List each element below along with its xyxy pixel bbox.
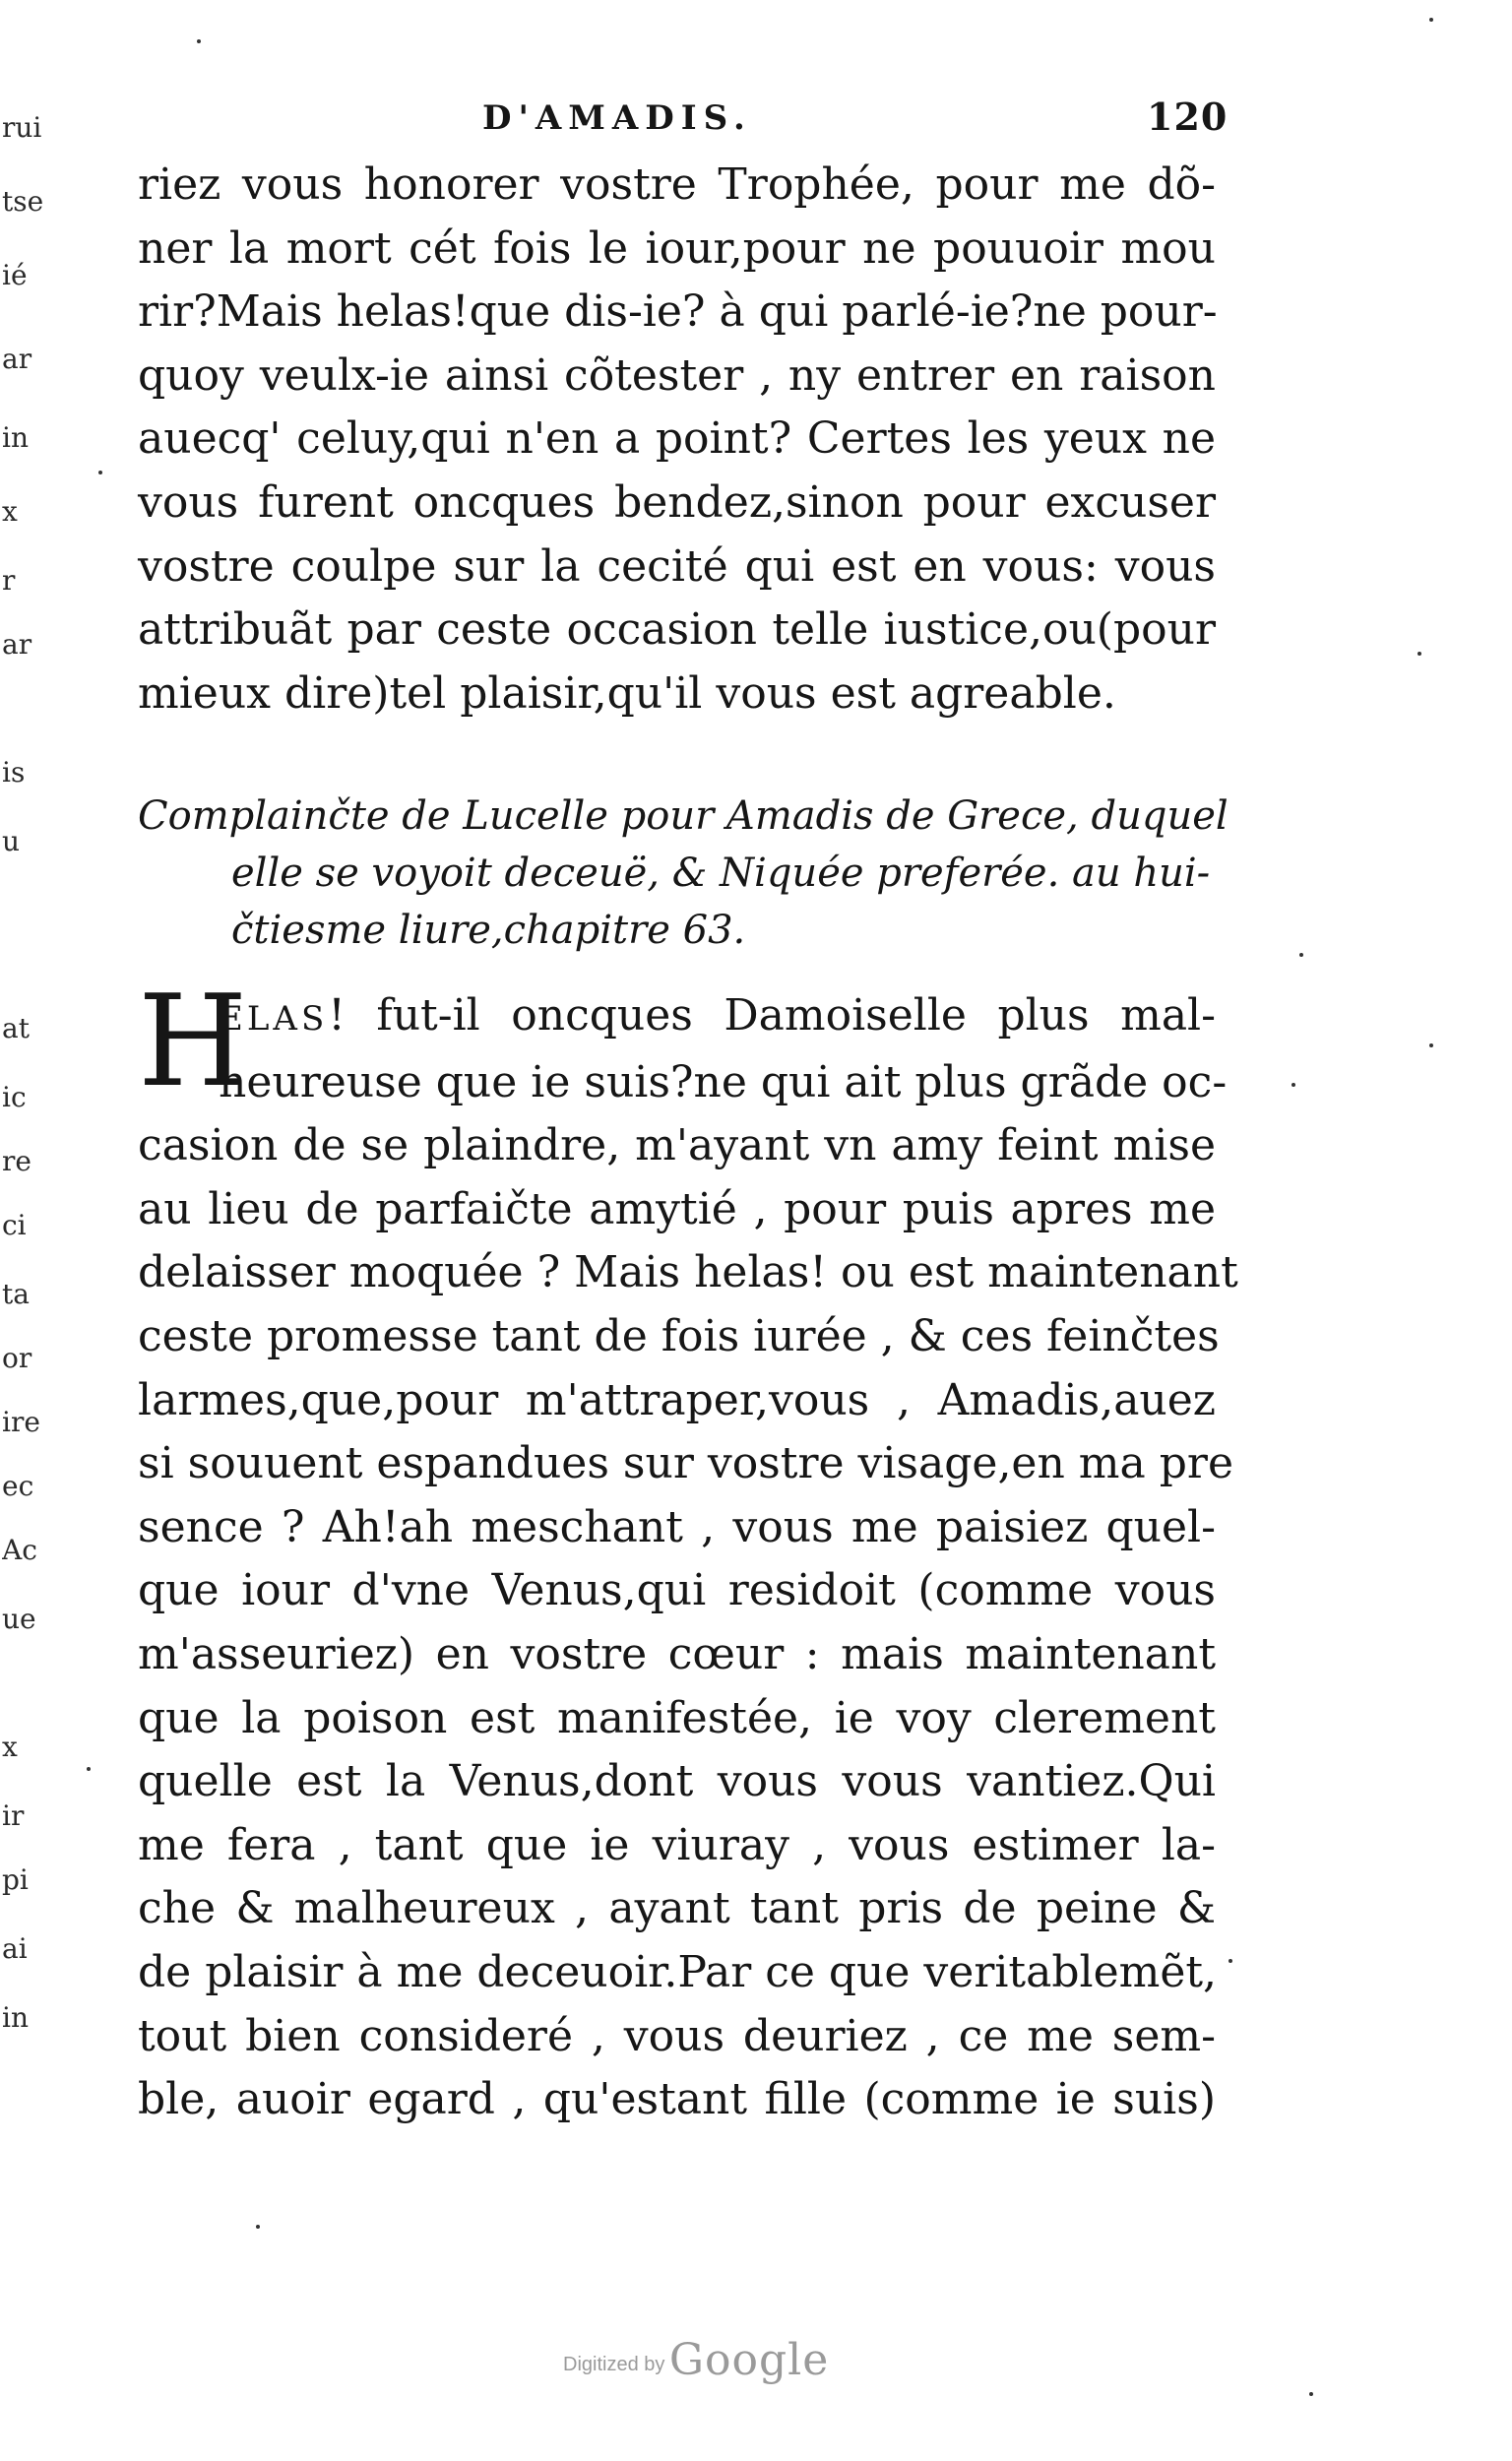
margin-fragment: x (2, 497, 18, 527)
text-line: ble, auoir egard , qu'estant fille (comme ie suis) (138, 2074, 1216, 2125)
text-line: mieux dire)tel plaisir,qu'il vous est agreable. (138, 667, 1116, 719)
text-line: vostre coulpe sur la cecité qui est en vous: vous (138, 540, 1216, 592)
text-line: tout bien consideré , vous deuriez , ce me sem- (138, 2010, 1216, 2061)
text-line: que iour d'vne Venus,qui residoit (comme vous (138, 1565, 1216, 1616)
heading-line: čtiesme liure,chapitre 63. (231, 908, 746, 953)
margin-fragment: x (2, 1733, 18, 1762)
text-line: heureuse que ie suis?ne qui ait plus grãde oc- (219, 1056, 1228, 1107)
text-line: casion de se plaindre, m'ayant vn amy feint mise (138, 1120, 1216, 1171)
margin-fragment: ta (2, 1280, 30, 1309)
text-line: che & malheureux , ayant tant pris de peine & (138, 1883, 1216, 1934)
text-line: m'asseuriez) en vostre cœur : mais maintenant (138, 1628, 1216, 1679)
running-head: D'AMADIS. (482, 98, 752, 138)
margin-fragment: ic (2, 1083, 27, 1112)
text-line: si souuent espandues sur vostre visage,en ma pre (138, 1438, 1233, 1489)
page-number: 120 (1147, 95, 1228, 139)
text-line: sence ? Ah!ah meschant , vous me paisiez quel- (138, 1501, 1216, 1552)
text-line: delaisser moquée ? Mais helas! ou est maintenant (138, 1247, 1238, 1298)
text-line: vous furent oncques bendez,sinon pour excuser (138, 476, 1216, 528)
margin-fragment: at (2, 1014, 30, 1043)
complaint-text (138, 969, 1238, 2132)
text-line: riez vous honorer vostre Trophée, pour me dõ- (138, 159, 1216, 210)
margin-fragment: ire (2, 1408, 40, 1437)
section-heading (138, 788, 1228, 959)
text-line: que la poison est manifestée, ie voy clerement (138, 1692, 1216, 1743)
margin-fragment: ié (2, 261, 28, 290)
text-line: ner la mort cét fois le iour,pour ne pouuoir mou (138, 222, 1216, 274)
margin-fragment: ir (2, 1801, 25, 1831)
margin-fragment: ai (2, 1934, 28, 1964)
margin-fragment: ci (2, 1211, 27, 1240)
margin-fragment: tse (2, 187, 44, 217)
watermark-prefix: Digitized by (563, 2354, 665, 2375)
margin-fragment: is (2, 758, 26, 788)
margin-fragment: Ac (2, 1536, 37, 1565)
text-line: au lieu de parfaičte amytié , pour puis apres me (138, 1183, 1216, 1234)
margin-fragment: r (2, 566, 16, 596)
text-line: quelle est la Venus,dont vous vous vantiez.Qui (138, 1756, 1216, 1807)
margin-fragment: ec (2, 1472, 34, 1501)
text-line: rir?Mais helas!que dis-ie? à qui parlé-ie?ne pour- (138, 286, 1218, 338)
text-line (138, 984, 1216, 1051)
text-line: ceste promesse tant de fois iurée , & ces feinčtes (138, 1310, 1220, 1361)
text-line: attribuãt par ceste occasion telle iustice,ou(pour (138, 604, 1216, 656)
heading-line: elle se voyoit deceuë, & Niquée preferée. au hui- (231, 851, 1211, 896)
text-line: auecq' celuy,qui n'en a point? Certes les yeux ne (138, 413, 1216, 465)
text-line: de plaisir à me deceuoir.Par ce que veritablemẽt, (138, 1946, 1218, 1997)
text-line: larmes,que,pour m'attraper,vous , Amadis,auez (138, 1374, 1216, 1425)
margin-fragment: ar (2, 345, 32, 374)
margin-fragment: or (2, 1344, 32, 1373)
text-line: me fera , tant que ie viuray , vous estimer la- (138, 1819, 1216, 1870)
margin-fragment: ar (2, 630, 32, 660)
text-fragment: ! fut-il oncques Damoiselle plus mal- (328, 990, 1216, 1041)
drop-cap: H (138, 969, 248, 1115)
margin-fragment: rui (2, 113, 42, 143)
small-caps-word: ELAS (219, 999, 329, 1039)
google-wordmark: Google (668, 2335, 830, 2385)
heading-line: Complainčte de Lucelle pour Amadis de Grece, duquel (138, 793, 1228, 839)
margin-fragment: in (2, 423, 29, 453)
digitized-by-google-watermark (563, 2335, 829, 2385)
continued-text (138, 154, 1216, 726)
margin-fragment: pi (2, 1865, 29, 1895)
margin-fragment: re (2, 1147, 32, 1176)
text-line: quoy veulx-ie ainsi cõtester , ny entrer en raison (138, 349, 1216, 401)
margin-fragment: ue (2, 1605, 36, 1634)
margin-fragment: in (2, 2003, 29, 2033)
facing-page-fragments (0, 0, 49, 2166)
margin-fragment: u (2, 827, 21, 856)
